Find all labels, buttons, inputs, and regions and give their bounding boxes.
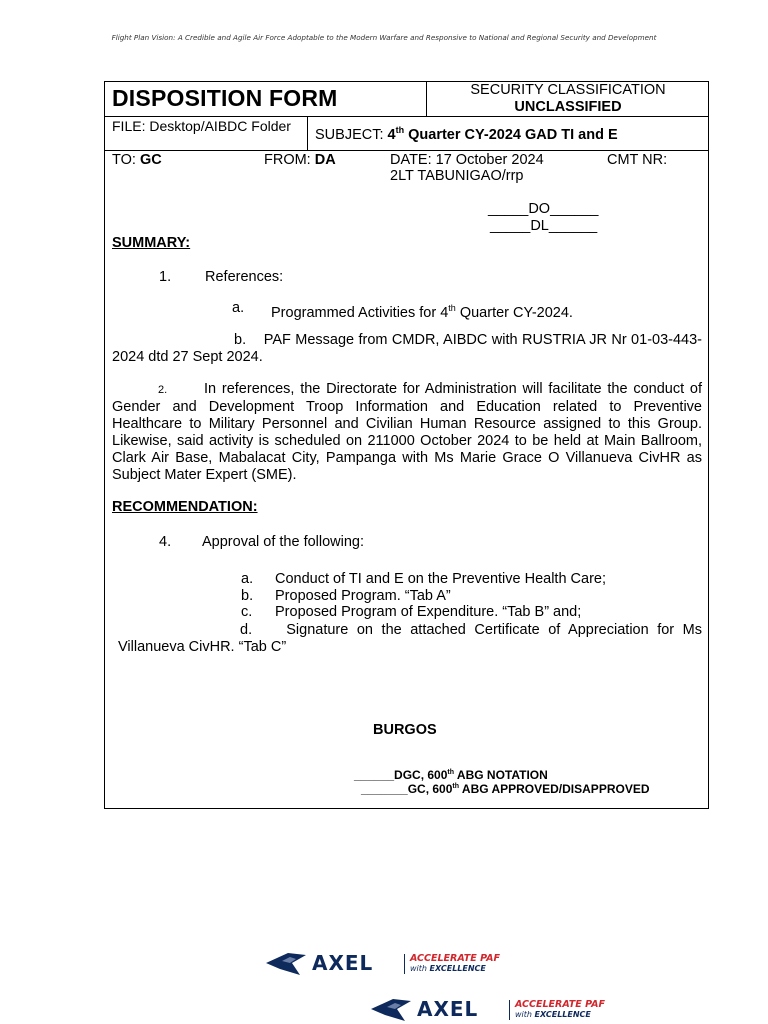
- subject-field: [315, 125, 618, 143]
- slogan-line-2: with EXCELLENCE: [515, 1010, 591, 1019]
- approval-prefix: _______GC, 600: [361, 782, 453, 796]
- cmt-nr-field: CMT NR:: [607, 152, 668, 168]
- notation-text: ABG NOTATION: [454, 768, 548, 782]
- reference-a-text: Programmed Activities for 4: [271, 304, 449, 321]
- form-title-row: [105, 82, 708, 117]
- subject-text: Quarter CY-2024 GAD TI and E: [404, 126, 618, 143]
- item-c-letter: c.: [241, 604, 253, 620]
- recommendation-label: Approval of the following:: [202, 534, 365, 550]
- do-line: _____DO______: [488, 201, 599, 217]
- approval-sup: th: [452, 783, 460, 790]
- item-c-text: Proposed Program of Expenditure. “Tab B” and;: [275, 604, 582, 620]
- reference-a-tail: Quarter CY-2024.: [455, 304, 573, 321]
- summary-heading: SUMMARY:: [112, 235, 191, 251]
- paragraph-2-number: 2.: [158, 384, 168, 396]
- reference-label: References:: [205, 269, 284, 285]
- security-classification: [427, 82, 709, 116]
- slogan-line-1: ACCELERATE PAF: [515, 999, 606, 1010]
- item-a-text: Conduct of TI and E on the Preventive Health Care;: [275, 571, 607, 587]
- signatory-name: BURGOS: [373, 722, 437, 738]
- subject-label: SUBJECT:: [315, 126, 384, 143]
- dgc-notation-line: [354, 768, 548, 782]
- dl-line: _____DL______: [490, 218, 598, 234]
- paragraph-2-text: In references, the Directorate for Administration will facilitate the conduct of Gender and Development Troop Information and Education related to Preventive Healthcare to Military Personnel and Civilian Human Resource assigned to this Group. Likewise, said activity is scheduled on 211000 October 2024 to be held at Main Ballroom, Clark Air Base, Mabalacat City, Pampanga with Ms Marie Grace O Villanueva CivHR as Subject Mater Expert (SME).: [112, 381, 702, 483]
- axel-wordmark: AXEL: [312, 951, 374, 975]
- form-file-subject-row: [105, 117, 708, 151]
- reference-a: [271, 300, 573, 322]
- notation-prefix: ______DGC, 600: [354, 768, 448, 782]
- approval-text: ABG APPROVED/DISAPPROVED: [459, 782, 650, 796]
- disposition-form: [104, 81, 709, 809]
- recommendation-number: 4.: [159, 534, 172, 550]
- notation-sup: th: [447, 769, 455, 776]
- security-label: SECURITY CLASSIFICATION: [470, 82, 666, 98]
- axel-logo-1: [266, 950, 528, 978]
- jet-emblem-icon: [371, 997, 411, 1023]
- author-line: 2LT TABUNIGAO/rrp: [390, 168, 524, 184]
- jet-emblem-icon: [266, 951, 306, 977]
- from-label: FROM:: [264, 152, 311, 168]
- reference-a-letter: a.: [232, 300, 245, 316]
- slogan-line-1: ACCELERATE PAF: [410, 953, 501, 964]
- item-b-letter: b.: [241, 588, 254, 604]
- from-field: [264, 152, 336, 169]
- header-tagline: Flight Plan Vision: A Credible and Agile Air Force Adoptable to the Modern Warfare and Responsive to National and Regional Security and Development: [111, 33, 657, 42]
- from-value: DA: [314, 152, 336, 168]
- item-a-letter: a.: [241, 571, 254, 587]
- form-title: DISPOSITION FORM: [112, 85, 338, 111]
- item-b-text: Proposed Program. “Tab A”: [275, 588, 451, 604]
- to-label: TO:: [112, 152, 136, 168]
- to-field: [112, 152, 162, 169]
- file-field: FILE: Desktop/AIBDC Folder: [112, 118, 291, 134]
- slogan-line-2: with EXCELLENCE: [410, 964, 486, 973]
- item-d: d. Signature on the attached Certificate of Appreciation for Ms Villanueva CivHR. “Tab C”: [118, 622, 707, 655]
- reference-number: 1.: [159, 269, 172, 285]
- gc-approval-line: [361, 782, 650, 796]
- security-value: UNCLASSIFIED: [514, 99, 622, 115]
- subject-number: 4: [387, 126, 396, 143]
- axel-logo-2: [371, 996, 633, 1024]
- recommendation-heading: RECOMMENDATION:: [112, 499, 258, 515]
- reference-a-sup: th: [448, 303, 456, 313]
- subject-sup: th: [395, 125, 405, 135]
- date-field: DATE: 17 October 2024: [390, 152, 544, 168]
- reference-b: b. PAF Message from CMDR, AIBDC with RUSTRIA JR Nr 01-03-443-2024 dtd 27 Sept 2024.: [112, 332, 702, 365]
- to-value: GC: [139, 152, 162, 168]
- paragraph-2: [112, 381, 702, 484]
- axel-wordmark: AXEL: [417, 997, 479, 1021]
